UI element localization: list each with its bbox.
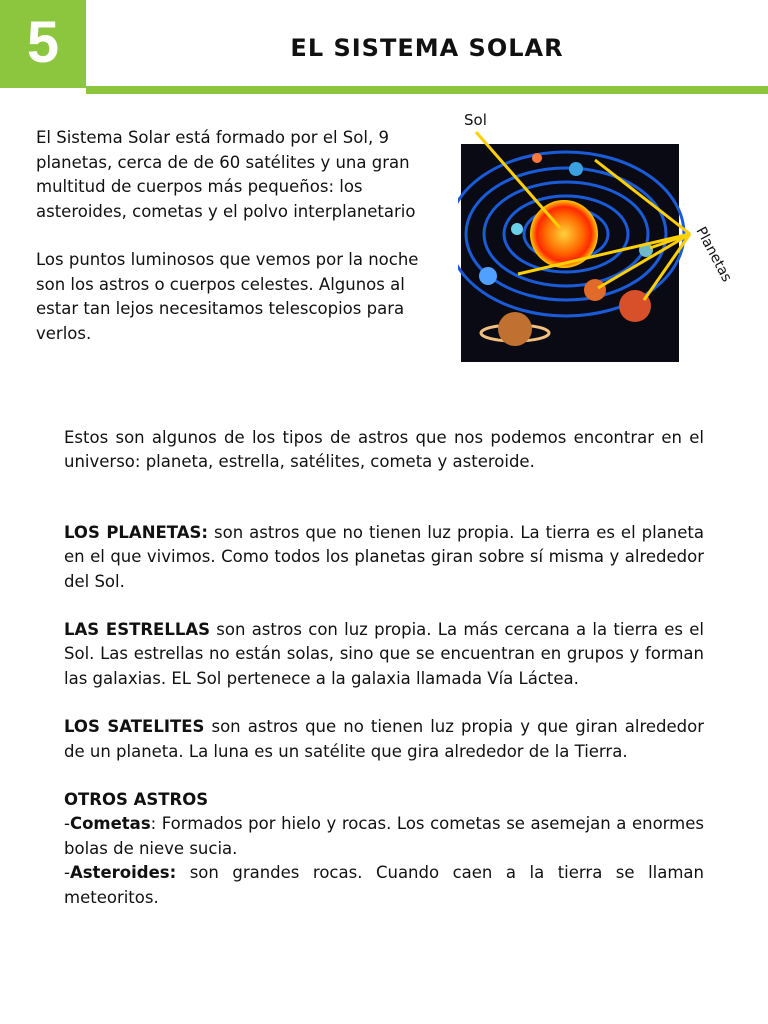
planet-mars	[584, 279, 606, 301]
heading-estrellas: LAS ESTRELLAS	[64, 620, 211, 640]
header-rule	[86, 86, 768, 94]
heading-cometas: Cometas	[69, 814, 151, 834]
text-cometas: : Formados por hielo y rocas. Los cometas se asemejan a enormes bolas de nieve sucia.	[64, 814, 704, 858]
item-asteroides	[64, 861, 704, 910]
text-satelites: son astros que no tienen luz propia y que giran alrededor de un planeta. La luna es un satélite que gira alrededor de la Tierra.	[64, 717, 705, 761]
planet-mercury	[511, 223, 523, 235]
section-satelites	[64, 715, 704, 764]
sol-label: Sol	[464, 111, 487, 129]
text-asteroides: son grandes rocas. Cuando caen a la tierra se llaman meteoritos.	[64, 863, 704, 907]
planetas-label: Planetas	[692, 224, 735, 285]
main-content	[64, 426, 704, 910]
intro-paragraph-2: Los puntos luminosos que vemos por la noche son los astros o cuerpos celestes. Algunos al estar tan lejos necesitamos telescopios para verlos.	[36, 250, 419, 343]
section-otros	[64, 788, 704, 812]
planet-saturn	[498, 312, 532, 346]
heading-satelites: LOS SATELITES	[64, 717, 205, 737]
section-planetas	[64, 521, 704, 594]
item-cometas	[64, 812, 704, 861]
text-estrellas: son astros con luz propia. La más cercana a la tierra es el Sol. Las estrellas no están solas, sino que se encuentran en grupos y forman las galaxias. EL Sol pertenece a la galaxia llamada Vía Láctea.	[64, 620, 705, 688]
text-planetas: son astros que no tienen luz propia. La tierra es el planeta en el que vivimos. Como todos los planetas giran sobre sí misma y alrededor del Sol.	[64, 522, 705, 591]
heading-otros: OTROS ASTROS	[64, 790, 209, 810]
intro-paragraph-1: El Sistema Solar está formado por el Sol, 9 planetas, cerca de de 60 satélites y una gran multitud de cuerpos más pequeños: los asteroides, cometas y el polvo interplanetario	[36, 128, 416, 221]
dash-cometas: -	[64, 814, 70, 834]
solar-system-illustration	[458, 106, 758, 376]
heading-planetas: LOS PLANETAS:	[64, 522, 209, 542]
planet-earth	[569, 162, 583, 176]
section-estrellas	[64, 618, 704, 691]
dash-asteroides: -	[64, 863, 70, 883]
intro-text	[36, 126, 436, 370]
intro-types: Estos son algunos de los tipos de astros que nos podemos encontrar en el universo: planeta, estrella, satélites, cometa y asteroide.	[64, 428, 704, 472]
page-title: EL SISTEMA SOLAR	[290, 34, 564, 62]
planet-blue	[479, 267, 497, 285]
planet-venus	[532, 153, 542, 163]
chapter-number: 5	[26, 10, 60, 75]
heading-asteroides: Asteroides:	[69, 863, 177, 883]
chapter-number-box	[0, 0, 86, 88]
